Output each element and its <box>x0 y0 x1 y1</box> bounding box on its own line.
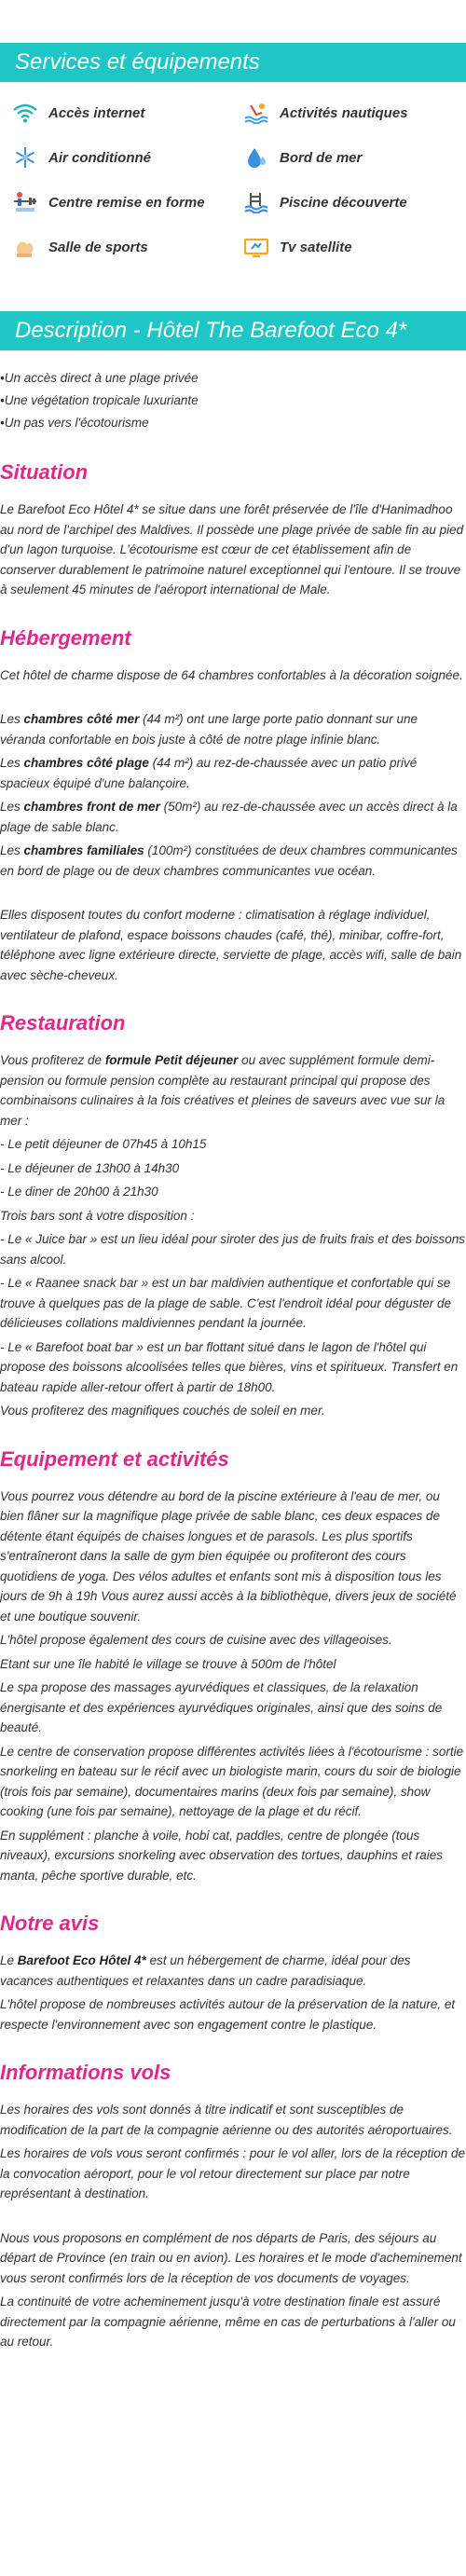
list-item: • Une végétation tropicale luxuriante <box>0 390 466 412</box>
situation-heading: Situation <box>0 460 89 484</box>
service-outdoor-pool <box>240 190 466 214</box>
room-sea-view: Les chambres côté mer (44 m²) ont une large porte patio donnant sur une véranda confortable en bois juste à côté de notre plage infinie blanc. <box>0 712 418 747</box>
service-label: Salle de sports <box>48 239 148 255</box>
vols-line: Les horaires des vols sont donnés à titre indicatif et sont susceptibles de modification de la part de la compagnie aérienne ou des autorités aéroportuaires. <box>0 2103 453 2137</box>
room-beach-side: Les chambres côté plage (44 m²) au rez-de-chaussée avec un patio privé spacieux équipé d'une balançoire. <box>0 756 418 790</box>
restauration-heading: Restauration <box>0 1011 126 1035</box>
avis-text: Le Barefoot Eco Hôtel 4* est un hébergement de charme, idéal pour des vacances authentiques et relaxantes dans un cadre paradisiaque. <box>0 1953 411 1988</box>
service-label: Accès internet <box>48 104 145 121</box>
snowflake-icon <box>9 145 41 170</box>
equipement-line: Le centre de conservation propose différentes activités liées à l'écotourisme : sortie snorkeling en bateau sur le récif avec un biologiste marin, cours du soir de biologie (trois fois par semaine), documentaires marins (deux fois par semaine), show cooking (une fois par semaine), nettoyage de la plage et du récif. <box>0 1744 464 1818</box>
pool-icon <box>240 190 272 214</box>
service-label: Activités nautiques <box>280 104 408 121</box>
room-family: Les chambres familiales (100m²) constituées de deux chambres communicantes en bord de plage ou de deux chambres communicantes vue océan. <box>0 843 458 878</box>
restauration-line: - Le déjeuner de 13h00 à 14h30 <box>0 1160 180 1175</box>
services-banner: Services et équipements <box>0 43 466 82</box>
service-seaside <box>240 145 466 170</box>
restauration-line: - Le « Barefoot boat bar » est un bar flottant situé dans le lagon de l'hôtel qui propose des boissons alcoolisées telles que bières, vins et spiritueux. Transfert en bateau rapide aller-retour offert à partir de 18h00. <box>0 1339 459 1394</box>
service-label: Bord de mer <box>280 149 363 166</box>
restauration-line: Trois bars sont à votre disposition : <box>0 1208 195 1223</box>
situation-text: Le Barefoot Eco Hôtel 4* se situe dans une forêt préservée de l'île d'Hanimadhoo au nord de l'archipel des Maldives. Il possède une plage privée de sable fin au pied d'un lagon turquoise. L'écotourisme est cœur de cet établissement afin de conserver durablement le patrimoine naturel exceptionnel qui l'entoure. Il se trouve à seulement 45 minutes de l'aéroport international de Male. <box>0 502 464 596</box>
vols-line: Nous vous proposons en complément de nos départs de Paris, des séjours au départ de Province (en train ou en avion). Les horaires et le mode d'acheminement vous seront confirmés lors de la réception de vos documents de voyages. <box>0 2230 462 2285</box>
service-fitness-center <box>9 190 240 214</box>
restauration-line: - Le « Juice bar » est un lieu idéal pour siroter des jus de fruits frais et des boissons sans alcool. <box>0 1232 466 1267</box>
equipement-line: L'hôtel propose également des cours de cuisine avec des villageoises. <box>0 1633 392 1647</box>
water-sports-icon <box>240 101 272 125</box>
service-air-conditioning <box>9 145 240 170</box>
description-banner: Description - Hôtel The Barefoot Eco 4* <box>0 311 466 350</box>
service-satellite-tv <box>240 235 466 259</box>
equipement-heading: Equipement et activités <box>0 1446 229 1471</box>
service-label: Tv satellite <box>280 239 352 255</box>
description-bullets <box>0 367 466 434</box>
vols-line: Les horaires de vols vous seront confirmés : pour le vol aller, lors de la réception de la convocation aéroport, pour le vol retour directement sur place par notre représentant à destination. <box>0 2146 466 2200</box>
equipement-line: En supplément : planche à voile, hobi cat, paddles, centre de plongée (tous niveaux), excursions snorkeling avec observation des tortues, dauphins et raies manta, pêche sportive durable, etc. <box>0 1828 444 1883</box>
equipement-line: Le spa propose des massages ayurvédiques et classiques, de la relaxation énergisante et des expériences ayurvédiques originales, ainsi que des soins de beauté. <box>0 1680 443 1734</box>
tv-icon <box>240 235 272 259</box>
hebergement-comfort: Elles disposent toutes du confort moderne : climatisation à réglage individuel, ventilateur de plafond, espace boissons chaudes (café, thé), minibar, coffre-fort, téléphone avec ligne extérieure directe, serviette de plage, accès wifi, salle de bain avec sèche-cheveux. <box>0 908 462 982</box>
services-grid <box>0 82 466 259</box>
service-water-sports <box>240 101 466 125</box>
vols-heading: Informations vols <box>0 2061 171 2084</box>
service-label: Piscine découverte <box>280 194 407 211</box>
dumbbell-icon <box>9 235 41 259</box>
hebergement-heading: Hébergement <box>0 625 131 650</box>
list-item: • Un pas vers l'écotourisme <box>0 412 466 434</box>
equipement-line: Vous pourrez vous détendre au bord de la piscine extérieure à l'eau de mer, ou bien flâner sur la magnifique plage privée de sable blanc, ces deux espaces de détente étant équipés de chaises longues et de parasols. Les plus sportifs s'entraîneront dans la salle de gym bien équipée ou profiteront des cours quotidiens de yoga. Des vélos adultes et enfants sont mis à disposition tous les jours de 9h à 19h Vous aurez aussi accès à la bibliothèque, divers jeux de société et une boutique souvenir. <box>0 1488 457 1624</box>
avis-text-2: L'hôtel propose de nombreuses activités autour de la préservation de la nature, et respecte l'environnement avec son engagement contre le plastique. <box>0 1997 456 2032</box>
restauration-line: Vous profiterez des magnifiques couchés de soleil en mer. <box>0 1404 325 1418</box>
equipement-line: Etant sur une île habité le village se trouve à 500m de l'hôtel <box>0 1656 336 1671</box>
avis-heading: Notre avis <box>0 1911 100 1935</box>
restauration-intro: Vous profiterez de formule Petit déjeuner ou avec supplément formule demi-pension ou formule pension complète au restaurant principal qui propose des combinaisons culinaires à la fois créatives et pleines de saveurs avec vue sur la mer : <box>0 1053 445 1128</box>
restauration-line: - Le petit déjeuner de 07h45 à 10h15 <box>0 1137 207 1151</box>
room-beach-front: Les chambres front de mer (50m²) au rez-de-chaussée avec un accès direct à la plage de sable blanc. <box>0 800 458 834</box>
restauration-line: - Le diner de 20h00 à 21h30 <box>0 1185 158 1199</box>
service-gym <box>9 235 240 259</box>
service-label: Centre remise en forme <box>48 194 205 211</box>
fitness-icon <box>9 190 41 214</box>
wifi-icon <box>9 101 41 125</box>
restauration-line: - Le « Raanee snack bar » est un bar maldivien authentique et confortable qui se trouve à quelques pas de la plage de sable. C'est l'endroit idéal pour déguster de délicieuses collations maldiviennes pendant la journée. <box>0 1276 451 1330</box>
water-drop-icon <box>240 145 272 170</box>
service-internet <box>9 101 240 125</box>
page <box>0 43 466 2352</box>
service-label: Air conditionné <box>48 149 151 166</box>
vols-line: La continuité de votre acheminement jusqu'à votre destination finale est assuré directement par la compagnie aérienne, même en cas de perturbations à l'aller ou au retour. <box>0 2295 456 2349</box>
hebergement-intro: Cet hôtel de charme dispose de 64 chambres confortables à la décoration soignée. <box>0 667 463 682</box>
list-item: • Un accès direct à une plage privée <box>0 367 466 390</box>
